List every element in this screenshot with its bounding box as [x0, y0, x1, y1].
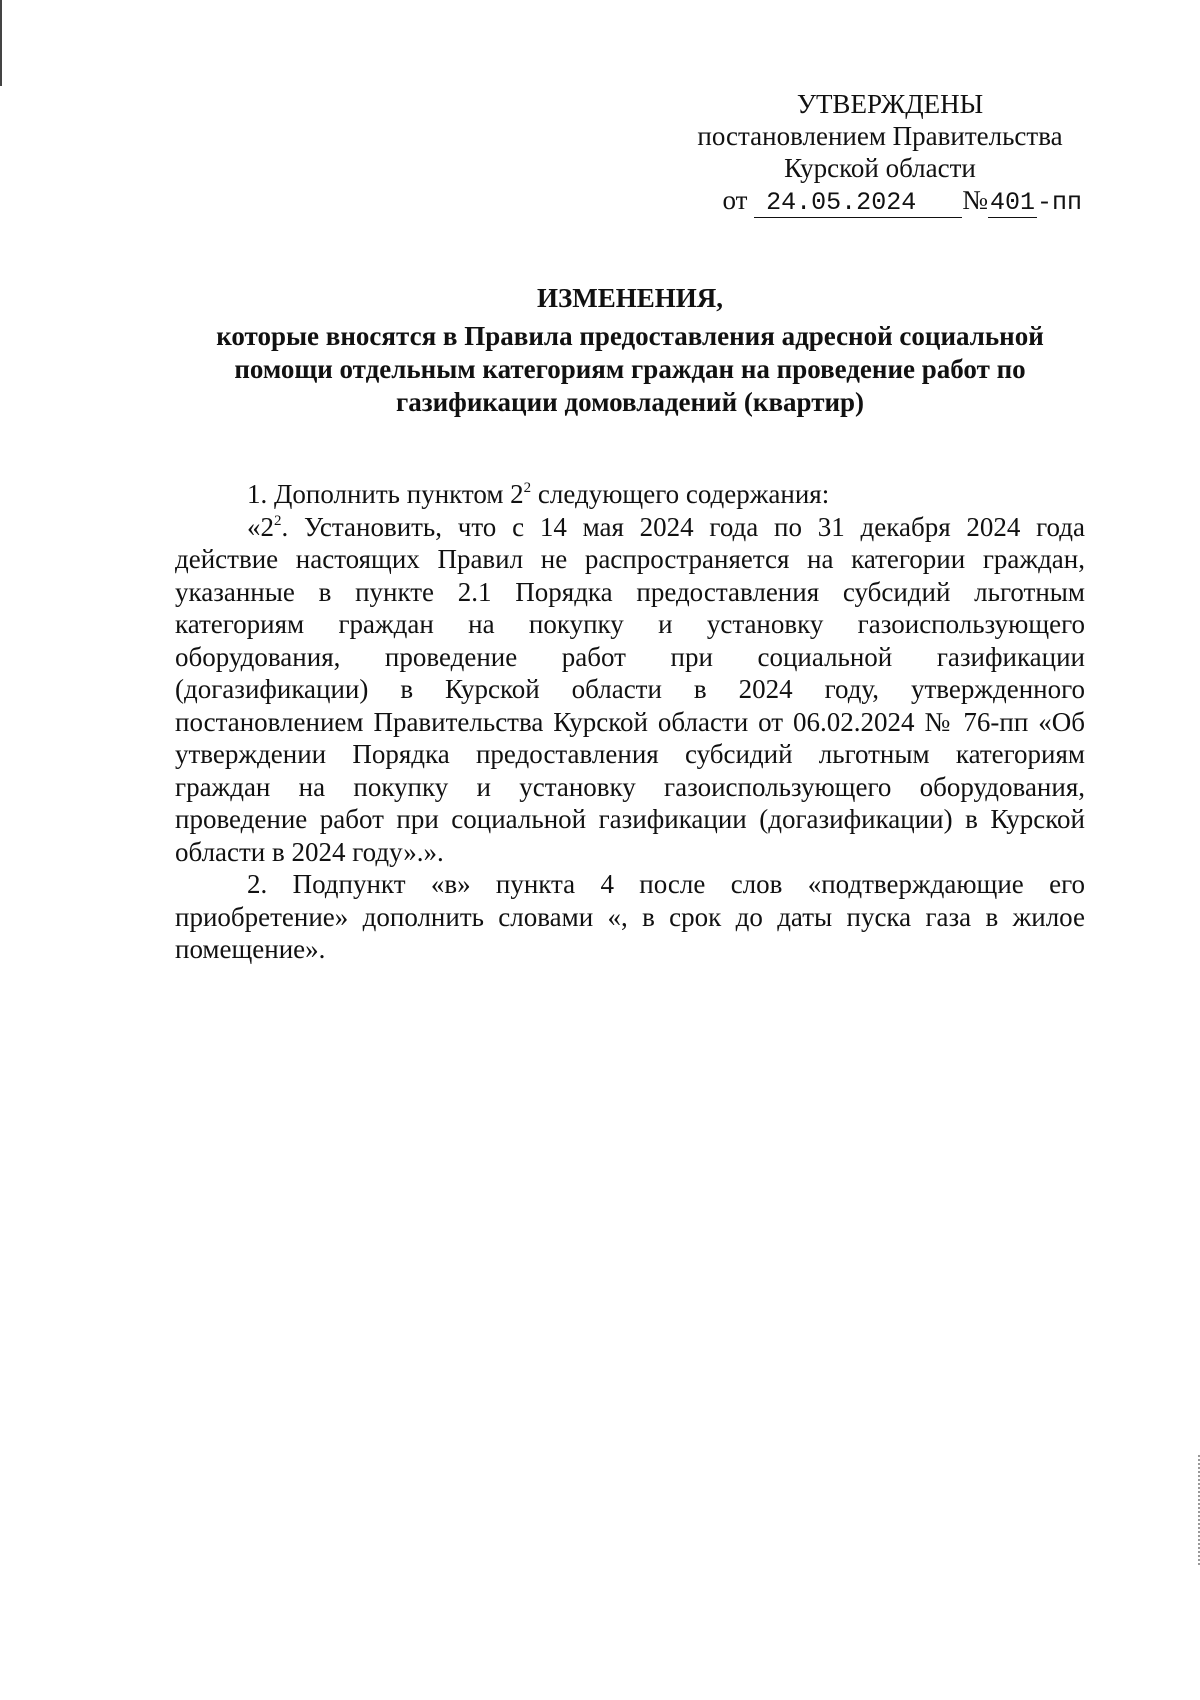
- document-title: ИЗМЕНЕНИЯ,: [536, 283, 723, 313]
- quote-text: . Установить, что с 14 мая 2024 года по 31 декабря 2024 года действие настоящих Правил не распространяется на категории граждан, указанные в пункте 2.1 Порядка предоставления субсидий льготным категориям граждан на покупку и установку газоиспользующего оборудования, проведение работ при социальной газификации (догазификации) в Курской области в 2024 году, утвержденного постановлением Правительства Курской области от 06.02.2024 № 76-пп «Об утверждении Порядка предоставления субсидий льготным категориям граждан на покупку и установку газоиспользующего оборудования, проведение работ при социальной газификации (догазификации) в Курской области в 2024 году».».: [175, 511, 1085, 867]
- approval-date: 24.05.2024: [754, 189, 962, 218]
- item-1-superscript: 2: [523, 480, 532, 496]
- approval-line-1: постановлением Правительства: [697, 121, 1063, 151]
- item-1-suffix: следующего содержания:: [531, 479, 830, 509]
- number-sign: №: [962, 185, 988, 215]
- approval-stamp-block: [660, 88, 1100, 219]
- document-body: [175, 478, 1085, 966]
- approval-heading: УТВЕРЖДЕНЫ: [796, 89, 984, 119]
- number-suffix: -пп: [1036, 188, 1082, 217]
- approval-date-line: [660, 184, 1100, 219]
- quote-prefix: «2: [247, 511, 274, 542]
- paragraph-item-2: 2. Подпункт «в» пункта 4 после слов «подтверждающие его приобретение» дополнить словами «, в срок до даты пуска газа в жилое помещение».: [175, 869, 1085, 964]
- paragraph-item-1: [175, 478, 1085, 511]
- document-title-block: [175, 282, 1085, 419]
- scan-edge-artifact: [0, 0, 2, 86]
- date-prefix: от: [722, 185, 748, 215]
- paragraph-quote: [175, 511, 1085, 869]
- approval-line-2: Курской области: [784, 153, 976, 183]
- quote-superscript: 2: [274, 512, 282, 529]
- document-subtitle: которые вносятся в Правила предоставления адресной социальной помощи отдельным категориям граждан на проведение работ по газификации домовладений (квартир): [216, 321, 1044, 417]
- approval-number: 401: [989, 188, 1035, 217]
- item-1-text: 1. Дополнить пунктом 2: [247, 479, 524, 509]
